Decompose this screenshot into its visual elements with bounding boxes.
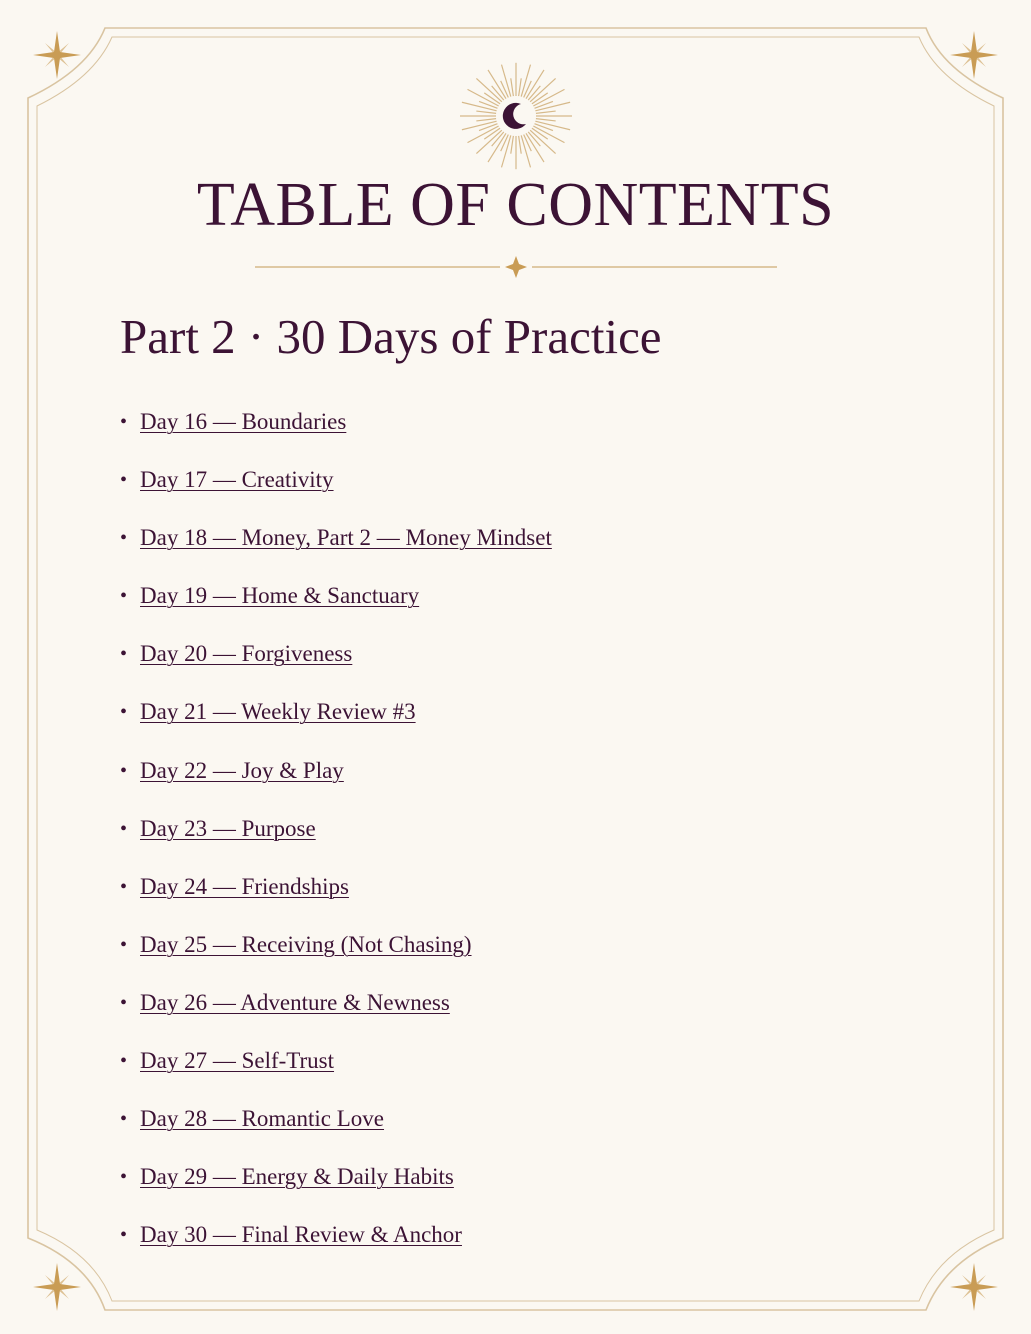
toc-entry [120, 1097, 552, 1155]
bullet: • [120, 643, 128, 666]
toc-link[interactable]: Day 25 — Receiving (Not Chasing) [140, 931, 472, 957]
sunburst-moon-icon [455, 58, 577, 174]
bullet: • [120, 1050, 128, 1073]
bullet: • [120, 759, 128, 782]
toc-entry [120, 400, 552, 458]
toc-link[interactable]: Day 19 — Home & Sanctuary [140, 583, 420, 609]
page-title: TABLE OF CONTENTS [196, 171, 835, 239]
bullet: • [120, 1166, 128, 1189]
toc-link[interactable]: Day 23 — Purpose [140, 815, 316, 841]
bullet: • [120, 1224, 128, 1247]
toc-link[interactable]: Day 22 — Joy & Play [140, 757, 344, 783]
toc-entry [120, 749, 552, 807]
toc-entry [120, 1039, 552, 1097]
toc-entry [120, 574, 552, 632]
toc-link[interactable]: Day 17 — Creativity [140, 467, 334, 493]
bullet: • [120, 585, 128, 608]
toc-entry [120, 690, 552, 748]
toc-link[interactable]: Day 16 — Boundaries [140, 409, 347, 434]
toc-entry [120, 807, 552, 865]
bullet: • [120, 933, 128, 956]
toc-link[interactable]: Day 24 — Friendships [140, 873, 349, 899]
toc-link[interactable]: Day 20 — Forgiveness [140, 641, 353, 667]
title-divider [255, 254, 777, 280]
toc-link[interactable]: Day 29 — Energy & Daily Habits [140, 1164, 454, 1190]
toc-entry [120, 981, 552, 1039]
bullet: • [120, 527, 128, 550]
bullet: • [120, 701, 128, 724]
toc-entry [120, 865, 552, 923]
toc-link[interactable]: Day 18 — Money, Part 2 — Money Mindset [140, 525, 552, 551]
toc-link[interactable]: Day 28 — Romantic Love [140, 1106, 385, 1132]
toc-link[interactable]: Day 26 — Adventure & Newness [140, 989, 450, 1015]
bullet: • [120, 817, 128, 840]
toc-entry [120, 1155, 552, 1213]
bullet: • [120, 991, 128, 1014]
toc-entry [120, 923, 552, 981]
bullet: • [120, 1108, 128, 1131]
bullet: • [120, 411, 128, 433]
bullet: • [120, 875, 128, 898]
toc-link[interactable]: Day 30 — Final Review & Anchor [140, 1222, 462, 1248]
toc-entry [120, 516, 552, 574]
diamond-sparkle-icon [505, 256, 527, 278]
toc-link[interactable]: Day 21 — Weekly Review #3 [140, 699, 416, 725]
toc-link[interactable]: Day 27 — Self-Trust [140, 1048, 335, 1074]
section-heading: Part 2 · 30 Days of Practice [120, 309, 662, 364]
bullet: • [120, 469, 128, 492]
toc-entry [120, 1213, 552, 1271]
toc-entry [120, 458, 552, 516]
toc-entry [120, 632, 552, 690]
toc-list [120, 400, 552, 1271]
